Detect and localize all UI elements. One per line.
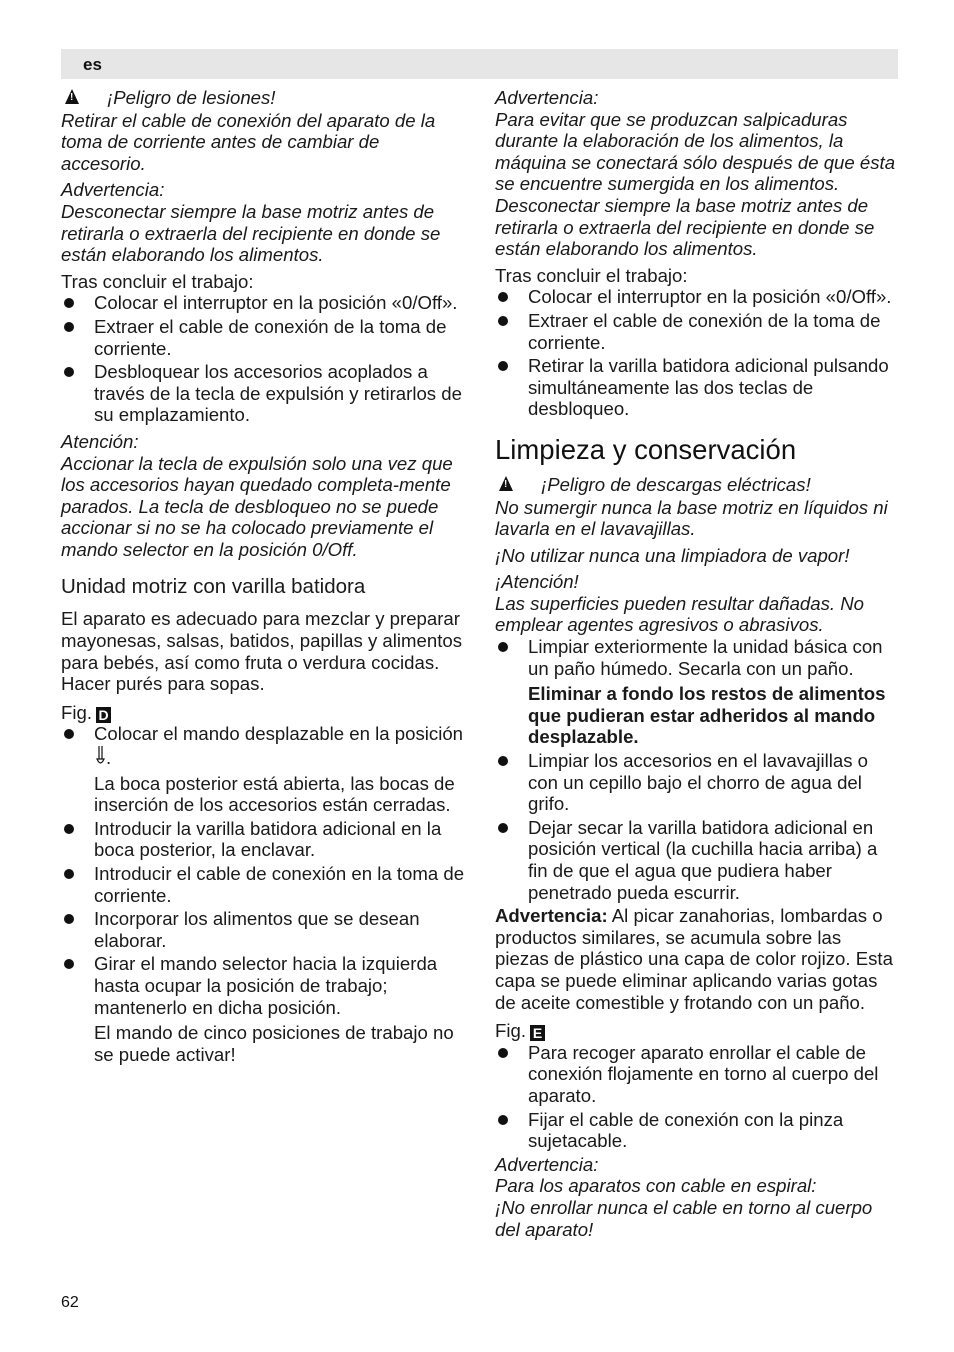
warning-triangle-icon (499, 476, 513, 491)
list-item: Introducir la varilla batidora adicional en la boca posterior, la enclavar. (61, 818, 467, 861)
figure-reference: Fig. E (495, 1020, 897, 1042)
bullet-icon (64, 729, 74, 739)
list-item: Extraer el cable de conexión de la toma de corriente. (495, 310, 897, 353)
bullet-icon (498, 1115, 508, 1125)
figure-reference: Fig. D (61, 702, 467, 724)
attention-text: Accionar la tecla de expulsión solo una vez que los accesorios hayan quedado completa-mente parados. La tecla de desbloqueo no se puede accionar si no se ha colocado previamente el mando selector en la posición 0/Off. (61, 452, 453, 560)
list-item: Desbloquear los accesorios acoplados a través de la tecla de expulsión y retirarlos de su emplazamiento. (61, 361, 467, 426)
figure-e-list (495, 1042, 897, 1152)
warning-text: Desconectar siempre la base motriz antes de retirarla o extraerla del recipiente en donde se están elaborando los alimentos. (61, 200, 441, 266)
bullet-icon (64, 322, 74, 332)
bullet-icon (498, 292, 508, 302)
list-item: Fijar el cable de conexión con la pinza sujetacable. (495, 1109, 897, 1152)
bullet-icon (64, 869, 74, 879)
warning-triangle-icon (65, 89, 79, 104)
danger-electric-heading: ! ¡Peligro de descargas eléctricas! (495, 474, 897, 496)
language-code: es (83, 55, 102, 74)
after-work-heading: Tras concluir el trabajo: (495, 264, 688, 286)
list-item: Girar el mando selector hacia la izquierda hasta ocupar la posición de trabajo; mantenerlo en dicha posición. El mando de cinco posiciones de trabajo no se puede activar! (61, 953, 467, 1065)
figure-letter-badge: E (530, 1025, 545, 1041)
note-paragraph: Advertencia: Al picar zanahorias, lombardas o productos similares, se acumula sobre las piezas de plástico una capa de color rojizo. Esta capa se puede eliminar aplicando varias gotas de aceite comestible y frotando con un paño. (495, 905, 893, 1013)
bullet-icon (64, 367, 74, 377)
list-item: Limpiar los accesorios en el lavavajillas o con un cepillo bajo el chorro de agua del grifo. (495, 750, 897, 815)
attention-title: Atención: (61, 430, 139, 452)
section-text-2: Hacer purés para sopas. (61, 673, 265, 695)
final-warning-text-2: ¡No enrollar nunca el cable en torno al cuerpo del aparato! (495, 1196, 873, 1240)
danger-injury-text: Retirar el cable de conexión del aparato de la toma de corriente antes de cambiar de accesorio. (61, 109, 436, 174)
danger-injury-heading: ! ¡Peligro de lesiones! (61, 87, 467, 109)
after-work-list (61, 292, 467, 426)
list-item: Colocar el mando desplazable en la posición . La boca posterior está abierta, las bocas de inserción de los accesorios están cerradas. (61, 723, 467, 815)
figure-letter-badge: D (96, 707, 111, 723)
bullet-icon (498, 1048, 508, 1058)
cleaning-heading: Limpieza y conservación (495, 433, 797, 465)
warning-title: Advertencia: (495, 87, 599, 108)
bullet-icon (498, 642, 508, 652)
list-item: Introducir el cable de conexión en la toma de corriente. (61, 863, 467, 906)
section-text: El aparato es adecuado para mezclar y preparar mayonesas, salsas, batidos, papillas y alimentos para bebés, así como fruta o verdura cocidas. (61, 608, 463, 673)
list-item: Retirar la varilla batidora adicional pulsando simultáneamente las dos teclas de desbloqueo. (495, 355, 897, 420)
bullet-icon (64, 914, 74, 924)
list-item: Incorporar los alimentos que se desean elaborar. (61, 908, 467, 951)
after-work-heading: Tras concluir el trabajo: (61, 270, 254, 292)
left-column (61, 87, 467, 1067)
whisk-position-icon (94, 745, 106, 767)
bullet-icon (498, 361, 508, 371)
right-column (495, 87, 897, 1240)
list-item: Limpiar exteriormente la unidad básica con un paño húmedo. Secarla con un paño. Eliminar a fondo los restos de alimentos que pudieran estar adheridos al mando desplazable. (495, 636, 897, 748)
bullet-icon (64, 824, 74, 834)
list-item: Dejar secar la varilla batidora adicional en posición vertical (la cuchilla hacia arriba) a fin de que el agua que pudiera haber penetrado pueda escurrir. (495, 817, 897, 903)
bullet-icon (498, 316, 508, 326)
attention-title: ¡Atención! (495, 571, 579, 593)
final-warning-text-1: Para los aparatos con cable en espiral: (495, 1175, 817, 1197)
warning-title: Advertencia: (61, 179, 165, 201)
steam-cleaner-warning: ¡No utilizar nunca una limpiadora de vapor! (495, 544, 850, 566)
final-warning-title: Advertencia: (495, 1153, 599, 1175)
page-number: 62 (61, 1294, 79, 1311)
bullet-icon (498, 756, 508, 766)
attention-text: Las superficies pueden resultar dañadas. No emplear agentes agresivos o abrasivos. (495, 592, 865, 636)
section-title: Unidad motriz con varilla batidora (61, 575, 366, 599)
list-item: Extraer el cable de conexión de la toma de corriente. (61, 316, 467, 359)
list-item: Para recoger aparato enrollar el cable de conexión flojamente en torno al cuerpo del aparato. (495, 1042, 897, 1107)
after-work-list (495, 286, 897, 420)
bullet-icon (64, 959, 74, 969)
danger-electric-text: No sumergir nunca la base motriz en líquidos ni lavarla en el lavavajillas. (495, 496, 888, 540)
bullet-icon (64, 298, 74, 308)
bullet-icon (498, 823, 508, 833)
warning-text: Para evitar que se produzcan salpicaduras durante la elaboración de los alimentos, la máquina se conectará sólo después de que ésta se encuentre sumergida en los alimentos. Desconectar siempre la base motriz antes de retirarla o extraerla del recipiente en donde se están elaborando los alimentos. (495, 108, 896, 260)
list-item: Colocar el interruptor en la posición «0/Off». (61, 292, 467, 314)
list-item: Colocar el interruptor en la posición «0/Off». (495, 286, 897, 308)
figure-d-list (61, 723, 467, 1065)
cleaning-list (495, 636, 897, 903)
language-bar (61, 49, 898, 79)
